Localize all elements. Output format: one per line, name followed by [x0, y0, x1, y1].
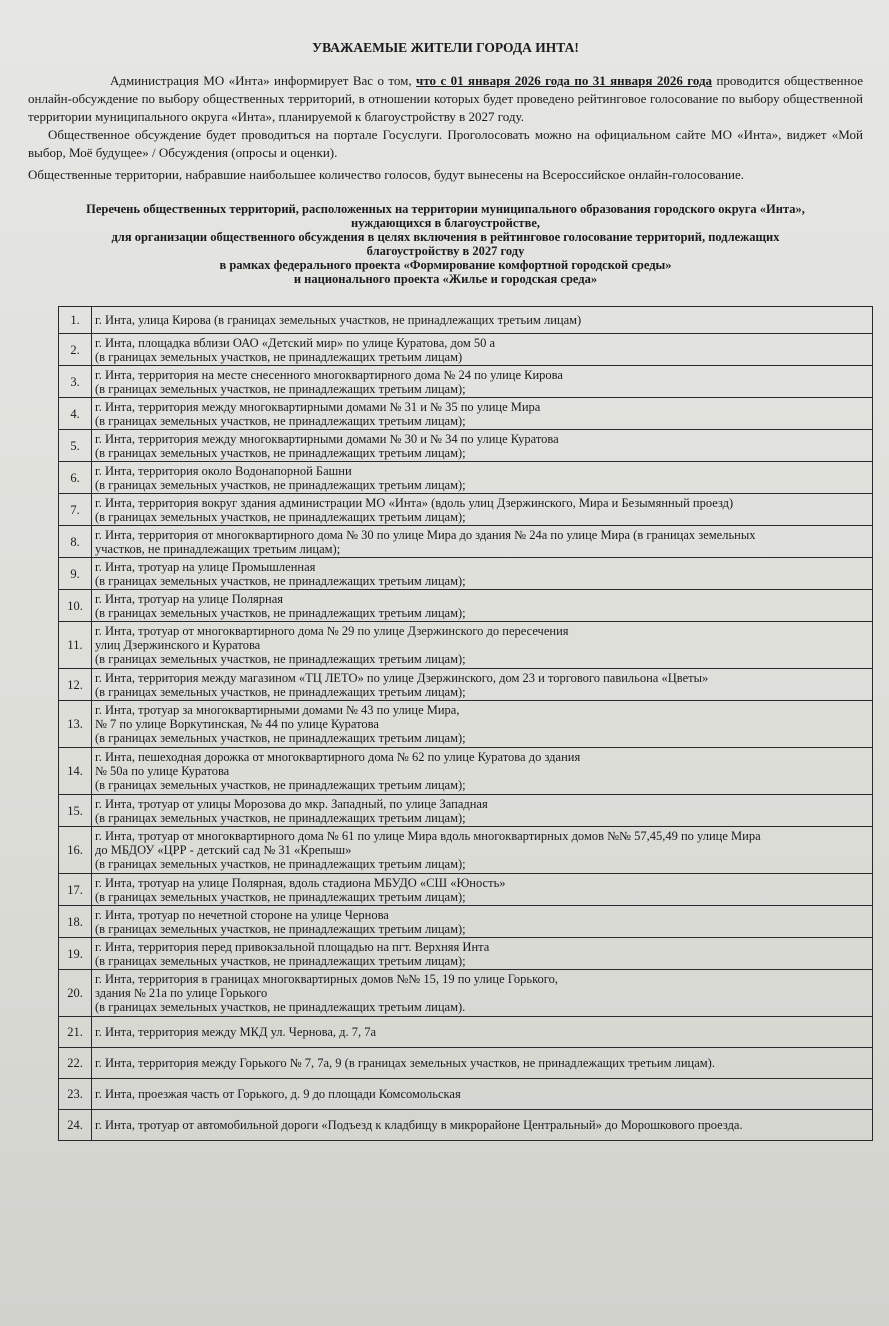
- table-row: [59, 366, 873, 398]
- row-text: г. Инта, тротуар от автомобильной дороги «Подъезд к кладбищу в микрорайоне Центральный» до Морошкового проезда.: [92, 1110, 873, 1141]
- row-text: г. Инта, территория в границах многоквартирных домов №№ 15, 19 по улице Горького, здания № 21а по улице Горького (в границах земельных участков, не принадлежащих третьим лицам).: [92, 970, 873, 1017]
- row-text: г. Инта, территория вокруг здания администрации МО «Инта» (вдоль улиц Дзержинского, Мира и Безымянный проезд) (в границах земельных участков, не принадлежащих третьим лицам);: [92, 494, 873, 526]
- row-text: г. Инта, площадка вблизи ОАО «Детский мир» по улице Куратова, дом 50 а (в границах земельных участков, не принадлежащих третьим лицам): [92, 334, 873, 366]
- table-row: [59, 622, 873, 669]
- table-row: [59, 334, 873, 366]
- intro-text: Администрация МО «Инта» информирует Вас о том,: [110, 73, 416, 88]
- row-text: г. Инта, проезжая часть от Горького, д. 9 до площади Комсомольская: [92, 1079, 873, 1110]
- table-row: [59, 430, 873, 462]
- table-row: [59, 1110, 873, 1141]
- territories-table: [58, 306, 873, 1141]
- row-number: 12.: [59, 669, 92, 701]
- row-number: 18.: [59, 906, 92, 938]
- row-text: г. Инта, тротуар за многоквартирными домами № 43 по улице Мира, № 7 по улице Воркутинская, № 44 по улице Куратова (в границах земельных участков, не принадлежащих третьим лицам);: [92, 701, 873, 748]
- table-row: [59, 748, 873, 795]
- row-text: г. Инта, территория от многоквартирного дома № 30 по улице Мира до здания № 24а по улице Мира (в границах земельных участков, не принадлежащих третьим лицам);: [92, 526, 873, 558]
- table-row: [59, 590, 873, 622]
- row-number: 8.: [59, 526, 92, 558]
- intro-paragraph-1: [28, 72, 863, 126]
- table-row: [59, 1017, 873, 1048]
- row-text: г. Инта, улица Кирова (в границах земельных участков, не принадлежащих третьим лицам): [92, 307, 873, 334]
- row-text: г. Инта, пешеходная дорожка от многоквартирного дома № 62 по улице Куратова до здания № 50а по улице Куратова (в границах земельных участков, не принадлежащих третьим лицам);: [92, 748, 873, 795]
- row-number: 22.: [59, 1048, 92, 1079]
- row-number: 20.: [59, 970, 92, 1017]
- row-text: г. Инта, территория перед привокзальной площадью на пгт. Верхняя Инта (в границах земельных участков, не принадлежащих третьим лицам);: [92, 938, 873, 970]
- row-text: г. Инта, территория между МКД ул. Чернова, д. 7, 7а: [92, 1017, 873, 1048]
- table-row: [59, 1048, 873, 1079]
- list-title-line: в рамках федерального проекта «Формирование комфортной городской среды»: [219, 258, 672, 272]
- intro-text: проводится общественное онлайн-обсуждение по выбору общественных территорий, в отношении которых будет проведено рейтинговое голосование по выбору общественной территории муниципального округа «Инта», планируемой к благоустройству в 2027 году.: [28, 73, 863, 124]
- row-number: 9.: [59, 558, 92, 590]
- table-row: [59, 398, 873, 430]
- table-row: [59, 526, 873, 558]
- row-text: г. Инта, территория около Водонапорной Башни (в границах земельных участков, не принадлежащих третьим лицам);: [92, 462, 873, 494]
- row-number: 23.: [59, 1079, 92, 1110]
- row-number: 24.: [59, 1110, 92, 1141]
- table-row: [59, 669, 873, 701]
- row-number: 4.: [59, 398, 92, 430]
- row-number: 3.: [59, 366, 92, 398]
- row-number: 5.: [59, 430, 92, 462]
- row-text: г. Инта, тротуар от многоквартирного дома № 61 по улице Мира вдоль многоквартирных домов №№ 57,45,49 по улице Мира до МБДОУ «ЦРР - детский сад № 31 «Крепыш» (в границах земельных участков, не принадлежащих третьим лицам);: [92, 827, 873, 874]
- row-text: г. Инта, тротуар от улицы Морозова до мкр. Западный, по улице Западная (в границах земельных участков, не принадлежащих третьим лицам);: [92, 795, 873, 827]
- row-number: 19.: [59, 938, 92, 970]
- list-title-line: и национального проекта «Жилье и городская среда»: [293, 272, 598, 286]
- table-row: [59, 795, 873, 827]
- row-number: 10.: [59, 590, 92, 622]
- table-row: [59, 970, 873, 1017]
- row-number: 16.: [59, 827, 92, 874]
- row-text: г. Инта, территория между многоквартирными домами № 31 и № 35 по улице Мира (в границах земельных участков, не принадлежащих третьим лицам);: [92, 398, 873, 430]
- row-text: г. Инта, территория между Горького № 7, 7а, 9 (в границах земельных участков, не принадлежащих третьим лицам).: [92, 1048, 873, 1079]
- table-row: [59, 906, 873, 938]
- row-number: 17.: [59, 874, 92, 906]
- territories-table-body: [59, 307, 873, 1141]
- table-row: [59, 558, 873, 590]
- list-title: [28, 202, 863, 286]
- table-row: [59, 827, 873, 874]
- list-title-line: для организации общественного обсуждения в целях включения в рейтинговое голосование территорий, подлежащих: [111, 230, 780, 244]
- table-row: [59, 874, 873, 906]
- row-number: 2.: [59, 334, 92, 366]
- row-number: 21.: [59, 1017, 92, 1048]
- row-text: г. Инта, территория между магазином «ТЦ ЛЕТО» по улице Дзержинского, дом 23 и торгового павильона «Цветы» (в границах земельных участков, не принадлежащих третьим лицам);: [92, 669, 873, 701]
- intro-dates: что с 01 января 2026 года по 31 января 2026 года: [416, 73, 713, 88]
- row-text: г. Инта, тротуар на улице Промышленная (в границах земельных участков, не принадлежащих третьим лицам);: [92, 558, 873, 590]
- list-title-line: благоустройству в 2027 году: [366, 244, 525, 258]
- intro-paragraph-3: Общественные территории, набравшие наибольшее количество голосов, будут вынесены на Всероссийское онлайн-голосование.: [28, 167, 745, 182]
- table-row: [59, 307, 873, 334]
- intro-section: [28, 72, 863, 184]
- row-text: г. Инта, территория на месте снесенного многоквартирного дома № 24 по улице Кирова (в границах земельных участков, не принадлежащих третьим лицам);: [92, 366, 873, 398]
- row-number: 1.: [59, 307, 92, 334]
- table-row: [59, 494, 873, 526]
- row-text: г. Инта, тротуар от многоквартирного дома № 29 по улице Дзержинского до пересечения улиц Дзержинского и Куратова (в границах земельных участков, не принадлежащих третьим лицам);: [92, 622, 873, 669]
- table-row: [59, 462, 873, 494]
- list-title-line: Перечень общественных территорий, расположенных на территории муниципального образования городского округа «Инта»,: [86, 202, 805, 216]
- row-number: 6.: [59, 462, 92, 494]
- row-text: г. Инта, тротуар по нечетной стороне на улице Чернова (в границах земельных участков, не принадлежащих третьим лицам);: [92, 906, 873, 938]
- intro-paragraph-2: Общественное обсуждение будет проводиться на портале Госуслуги. Проголосовать можно на официальном сайте МО «Инта», виджет «Мой выбор, Моё будущее» / Обсуждения (опросы и оценки).: [28, 127, 863, 160]
- row-number: 7.: [59, 494, 92, 526]
- row-text: г. Инта, тротуар на улице Полярная, вдоль стадиона МБУДО «СШ «Юность» (в границах земельных участков, не принадлежащих третьим лицам);: [92, 874, 873, 906]
- table-row: [59, 701, 873, 748]
- row-number: 11.: [59, 622, 92, 669]
- table-row: [59, 1079, 873, 1110]
- row-number: 15.: [59, 795, 92, 827]
- row-text: г. Инта, территория между многоквартирными домами № 30 и № 34 по улице Куратова (в границах земельных участков, не принадлежащих третьим лицам);: [92, 430, 873, 462]
- list-title-line: нуждающихся в благоустройстве,: [351, 216, 540, 230]
- row-text: г. Инта, тротуар на улице Полярная (в границах земельных участков, не принадлежащих третьим лицам);: [92, 590, 873, 622]
- document-heading: УВАЖАЕМЫЕ ЖИТЕЛИ ГОРОДА ИНТА!: [312, 40, 579, 55]
- row-number: 14.: [59, 748, 92, 795]
- table-row: [59, 938, 873, 970]
- row-number: 13.: [59, 701, 92, 748]
